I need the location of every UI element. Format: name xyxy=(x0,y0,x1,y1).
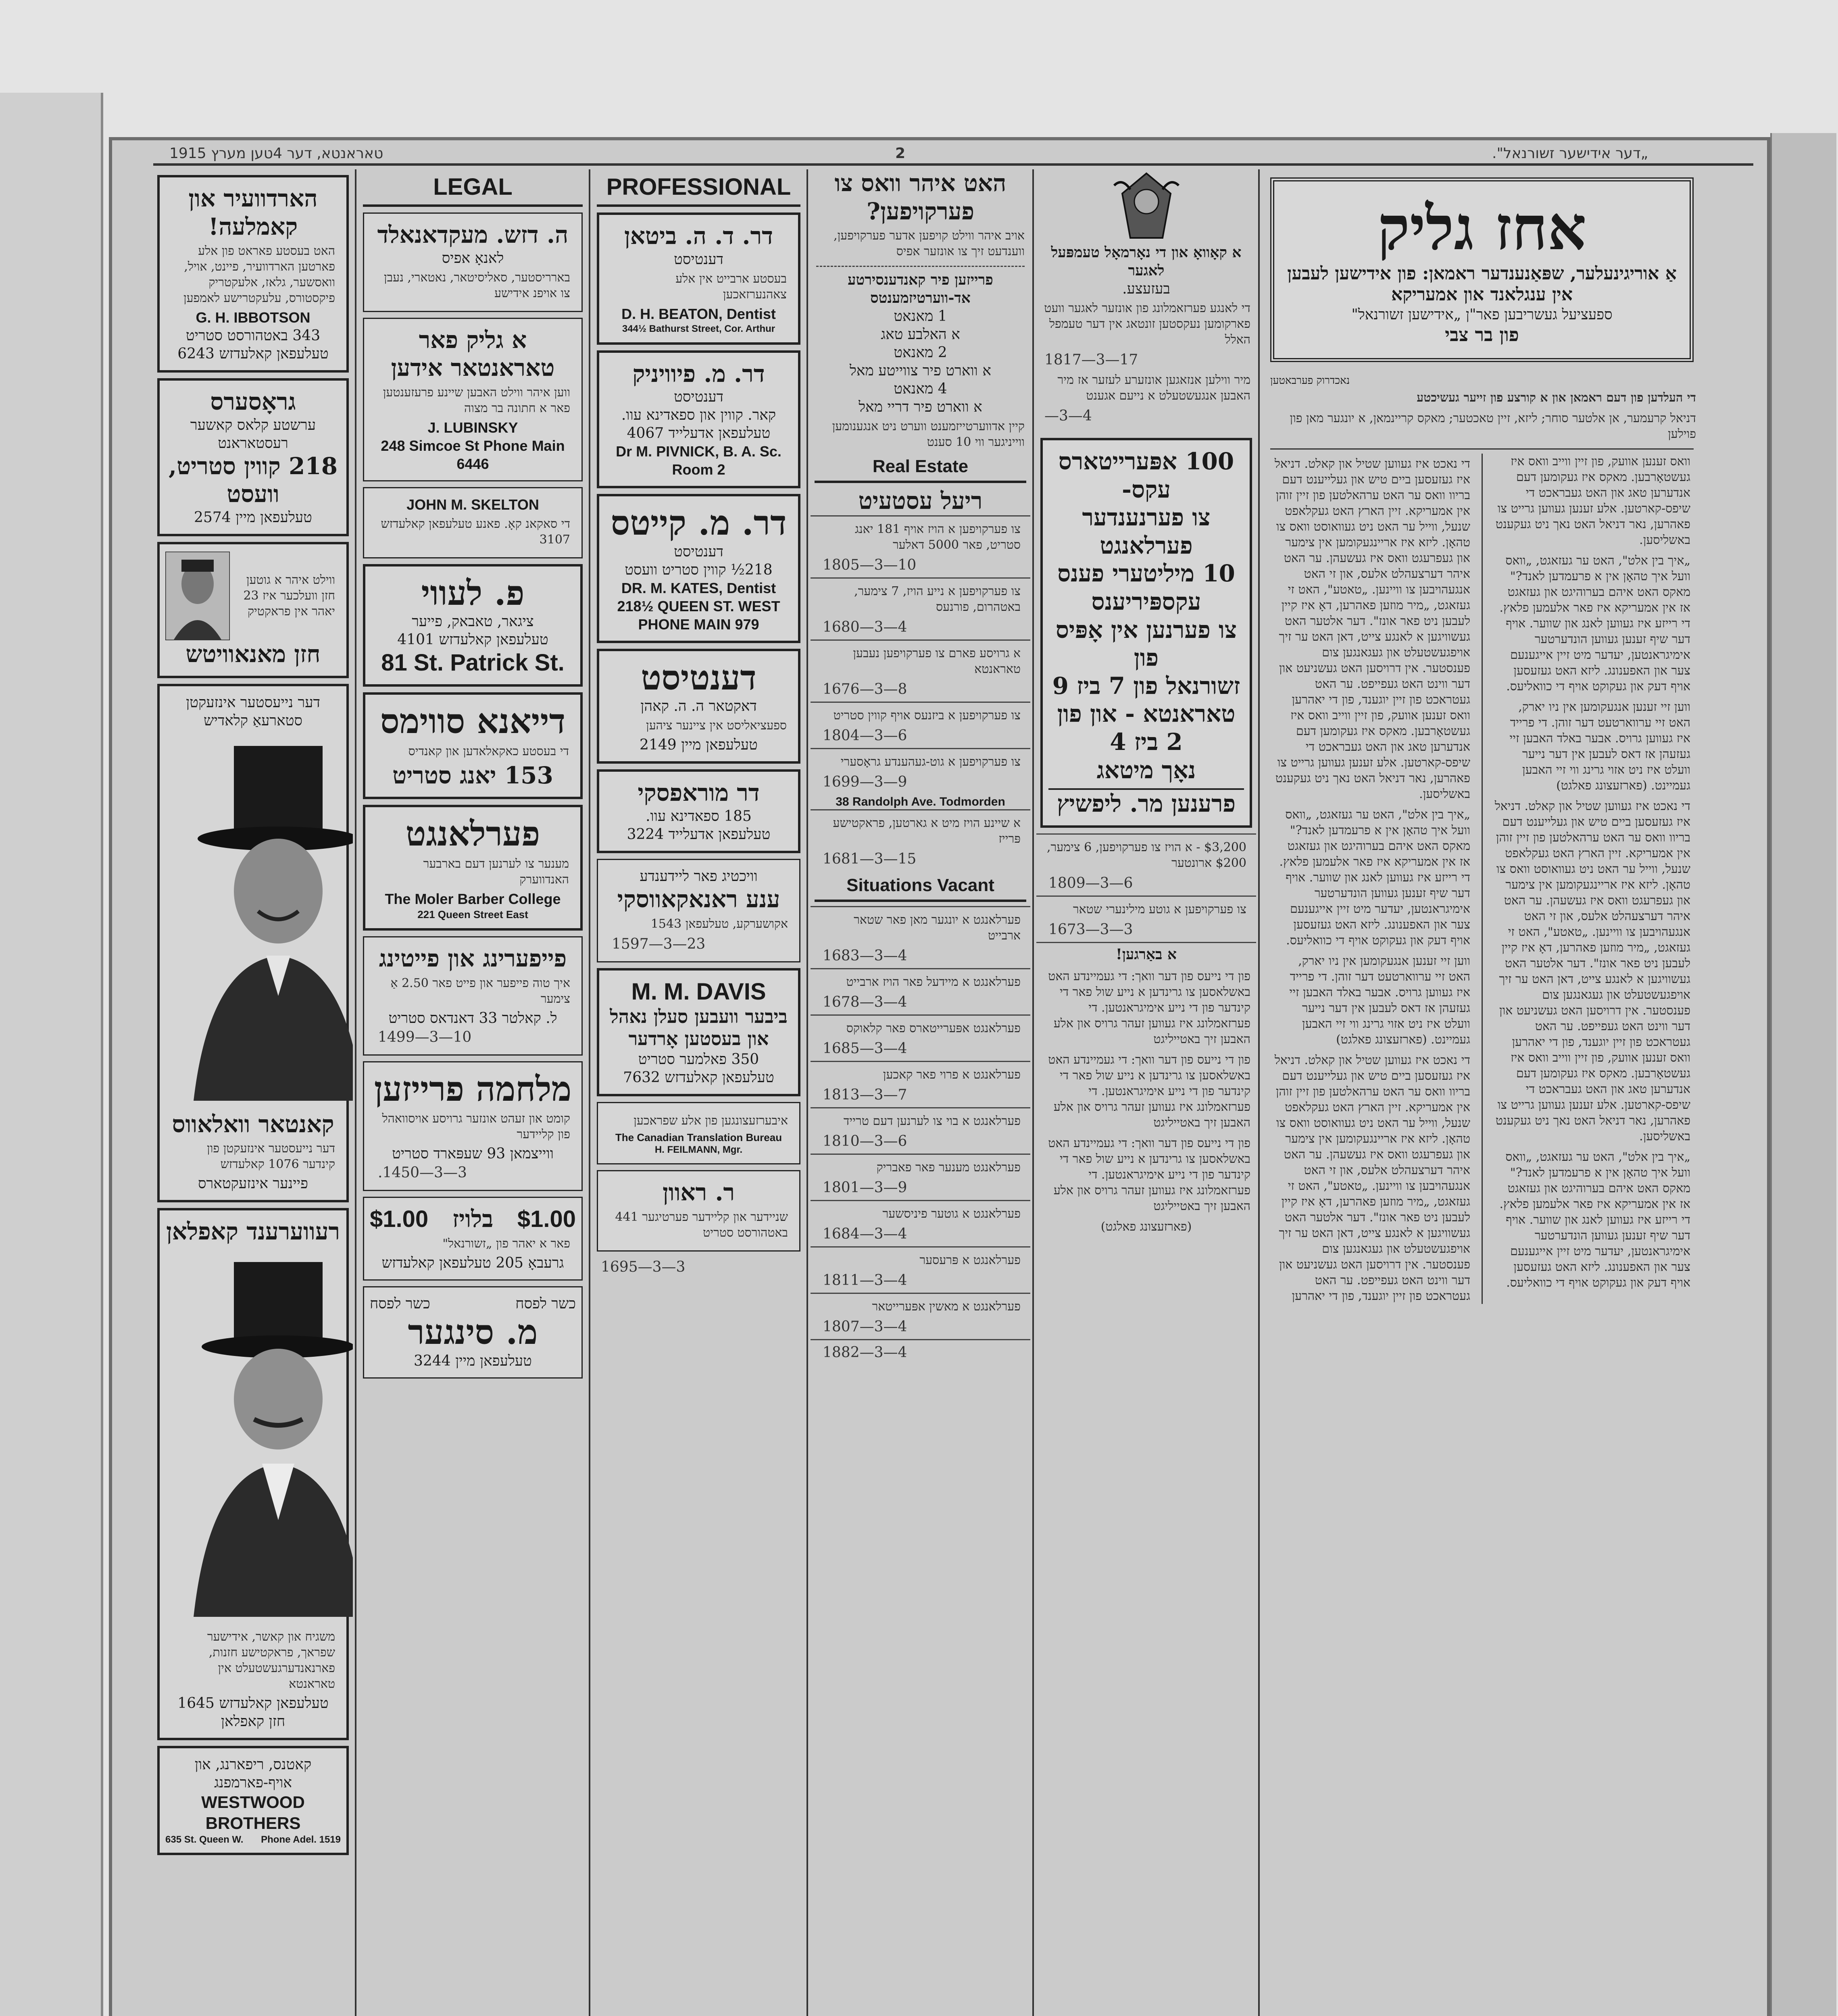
lubinsky-ad xyxy=(363,318,583,481)
lubinsky-phone: Phone Main 6446 xyxy=(456,437,565,472)
kates-sub: דענטיסט xyxy=(674,543,723,560)
war-prices-code: .1450—3—3 xyxy=(378,1164,467,1181)
serial-body-5: „איך בין אלט", האט ער געזאגט, „וואס וועל איך טהאָן אין א פרעמדען לאנד?" מאקס האט איהם בערוהיגט און געזאגט אז אין אמעריקא איז פאר אלעמען פלאץ. די רייזע איז געווען לאנג און שווער. אויף דער שיף זענען געווען הונדערטער אימיגראנטען, יעדער מיט זיין אייגענעם צער און האפענונג. ליזא האט געזעסען אויף דעק און געקוקט אויף די כוואליעס. xyxy=(1499,553,1690,694)
reverend-name: רעווערענד קאפלאן xyxy=(166,1218,340,1245)
ranakowsky-text: אקושערקע, טעלעפאן 1543 xyxy=(650,916,788,931)
westwood-name: WESTWOOD BROTHERS xyxy=(201,1792,305,1833)
dentist-phone: טעלעפאן מיין 2149 xyxy=(640,737,758,754)
skelton-text: די סאקאנ קאָ. פאנע טעלעפאן קאלעדזש 3107 xyxy=(381,516,570,547)
real-estate-en: Real Estate xyxy=(815,452,1026,483)
classified-sv4-code: 1813—3—7 xyxy=(823,1087,907,1104)
morafsky-name: דר מוראפסקי xyxy=(638,779,760,807)
classified-sv4: פערלאנגט א פרוי פאר קאכען xyxy=(883,1068,1021,1082)
barber-text: מענער צו לערנען דעם בארבער האנדווערק xyxy=(423,856,569,887)
classified-re4: צו פערקויפען א ביזנעס אויף קווין סטריט xyxy=(833,708,1021,723)
candidate-name: קאנטאר וואלאווס xyxy=(172,1110,334,1138)
dentist-title: דענטיסט xyxy=(641,657,756,698)
column-2 xyxy=(359,169,587,2016)
big-ad-line2: צו פערנענדער פערלאנגט xyxy=(1082,504,1211,559)
classified-sv3-code: 1685—3—4 xyxy=(823,1040,907,1057)
big-ad-line5: צו פערנען אין אָפּיס פון xyxy=(1055,616,1237,672)
col5-ad3-code: 1673—3—3 xyxy=(1048,921,1133,938)
operators-wanted-ad xyxy=(1040,438,1252,828)
barber-head: פערלאנגט xyxy=(405,814,540,854)
column-rule xyxy=(355,169,356,2016)
big-ad-line6: זשורנאל פון 7 ביז 9 xyxy=(1052,672,1240,700)
westwood-phone: Phone Adel. 1519 xyxy=(261,1834,341,1845)
serial-body-6: ווען זיי זענען אנגעקומען אין ניו יארק, האט זיי ערווארטעט דער זוהן. די פרייד איז געווען גרויס. אבער באלד האבען זיי געזעהן אז דאס לעבען אין דער נייער וועלט איז ניט אזוי גרינג ווי זיי האבען געמיינט. (פארזעצונג פאלגט) xyxy=(1509,700,1690,793)
war-prices-text: קומט און זעהט אונזער גרויסע אויסוואהל פון קליידער xyxy=(382,1112,570,1142)
morafsky-phone: טעלעפאן אדעלייד 3224 xyxy=(627,826,771,843)
column-1 xyxy=(153,169,353,2016)
paperhanger-ad xyxy=(363,936,583,1056)
pivnick-name: Dr M. PIVNICK, B. A. Sc. xyxy=(616,443,781,460)
singer-ad xyxy=(363,1286,583,1379)
paperhanger-code: 1499—3—10 xyxy=(378,1029,472,1045)
reverend-signature: חזן קאפלאן xyxy=(221,1713,285,1730)
morafsky-ad xyxy=(597,769,800,853)
classified-re5: צו פערקויפען א גוט-געהענדע גראָסערי xyxy=(840,754,1021,769)
rate2-a: 2 מאנאט xyxy=(894,344,947,361)
kates-note: 218½ קווין סטריט וועסט xyxy=(625,561,773,578)
cantor-text: ווילט איהר א גוטען חזן וועלכער איז 23 יאהר אין פראקטיק xyxy=(243,573,335,619)
big-ad-line3: 10 מיליטערי פענס xyxy=(1057,560,1235,587)
raun-text: שניידער און קליידער פערטיגער 441 באטהורסט סטריט xyxy=(615,1210,788,1240)
emblem-title: א קאָוואָ און די נאָרמאָל טעמפּעל לאגער xyxy=(1051,244,1242,279)
sell-text: אויב איהר ווילט קויפען אדער פערקויפען, ווענדעט זיך צו אונזער אפיס xyxy=(834,229,1025,259)
classified-re2: צו פערקויפען א נייע הויז, 7 צימער, באטהרום, פורנעס xyxy=(854,584,1021,614)
diana-ad xyxy=(363,692,583,799)
emblem-sub: בעזעצע. xyxy=(1122,281,1170,297)
levy-name: פ. לעווי xyxy=(421,573,525,613)
hardware-phone: טעלעפאן קאלעדזש 6243 xyxy=(177,346,329,362)
kates-hebrew: דר. מ. קייטס xyxy=(611,503,787,543)
price-left: $1.00 xyxy=(370,1206,429,1233)
col5-ad4: א באַרגען! xyxy=(1115,946,1177,963)
classified-re3-code: 1676—3—8 xyxy=(823,681,907,698)
ranakowsky-code: 1597—3—23 xyxy=(612,935,706,952)
translation-sub: H. FEILMANN, Mgr. xyxy=(654,1144,743,1156)
rate3-a: 4 מאנאט xyxy=(894,381,947,398)
lubinsky-address: 248 Simcoe St xyxy=(381,437,479,454)
classified-sv5-code: 1810—3—6 xyxy=(823,1133,907,1150)
pivnick-hebrew: דר. מ. פיוויניק xyxy=(632,360,765,387)
davis-phone: טעלעפאן קאלעדזש 7632 xyxy=(623,1069,774,1086)
randolph-address: 38 Randolph Ave. Todmorden xyxy=(836,795,1005,808)
price-right: $1.00 xyxy=(517,1206,576,1233)
kates-phone: PHONE MAIN 979 xyxy=(638,616,759,633)
levy-phone: טעלעפאן קאלעדזש 4101 xyxy=(397,631,548,648)
raun-title: ר. ראוון xyxy=(662,1179,735,1206)
serial-characters: דניאל קרעמער, אן אלטער סוחר; ליזא, זיין טאכטער; מאקס קריינמאן, א יונגער מאן פון פוילען xyxy=(1290,411,1696,441)
paperhanger-text: איך טוה פייפער און פייט פאר 2.50 אַ צימער xyxy=(390,976,570,1006)
paperhanger-title: פייפערינג און פייטינג xyxy=(379,945,567,973)
kates-address: 218½ QUEEN ST. WEST xyxy=(617,598,780,614)
grocery-phone: טעלעפאן מיין 2574 xyxy=(194,509,312,526)
ranakowsky-ad xyxy=(597,859,800,962)
previous-page-edge xyxy=(0,93,103,2016)
beaton-ad xyxy=(597,212,800,345)
column-5 xyxy=(1036,169,1256,2016)
classified-sv7-code: 1684—3—4 xyxy=(823,1226,907,1243)
westwood-head: קאטנס, ריפארנג, און אויף-פארמפנג xyxy=(194,1756,312,1791)
reverend-text: משגיח און קאשר, אידישער שפראך, פראקטישע חזנות, פארנאנדערגעשטעלט אין טאראנטא xyxy=(207,1629,335,1691)
top-hat-man-illustration xyxy=(165,738,353,1101)
serial-body-7: די נאכט איז געווען שטיל און קאלט. דניאל איז געזעסען ביים טיש און געלייענט דעם בריוו וואס ער האט ערהאלטען פון זיין זוהן אין אמעריקא. זיין הארץ האט געקלאפט שנעל, ווייל ער האט ניט געוואוסט וואס צו טהאָן. ליזא איז אריינגעקומען אין צימער און געפרעגט וואס איז געשעהן. ער האט איהר דערצעהלט אלעס, און זי האט אנגעהויבען צו וויינען. „טאטע", האט זי געזאגט, „מיר מוזען פאהרען, דאָ איז קיין לעבען ניט פאר אונז". דער אלטער האט געשוויגען א לאנגע צייט, דאן האט ער זיך אויפגעשטעלט און געגאנגען צום פענסטער. אין דרויסען האט געשניעט און דער ווינט האט געפייפט. ער האט געטראכט פון זיין יוגענד, פון די יאהרען וואס זענען אוועק, פון זיין ווייב וואס איז געשטאָרבען. מאקס איז געקומען דעם אנדערען טאג און האט געבראכט די שיפס-קארטען. אלע זענען געווען גרייט צו פאהרען, נאר דניאל האט נאך ניט געקענט באשליסען. xyxy=(1494,799,1690,1143)
legal-section-title: LEGAL xyxy=(363,169,583,207)
westwood-address: 635 St. Queen W. xyxy=(165,1834,244,1845)
classified-sv6: פערלאנגט מענער פאר פאבריק xyxy=(876,1160,1021,1175)
barber-name: The Moler Barber College xyxy=(385,890,561,907)
rates-title: פרייזען פיר קאנדענסירטע אד-ווערטיזמענטס xyxy=(848,271,993,307)
raun-ad xyxy=(597,1170,800,1252)
reverend-ad xyxy=(157,1208,349,1740)
serial-body-4: די נאכט איז געווען שטיל און קאלט. דניאל איז געזעסען ביים טיש און געלייענט דעם בריוו וואס ער האט ערהאלטען פון זיין זוהן אין אמעריקא. זיין הארץ האט געקלאפט שנעל, ווייל ער האט ניט געוואוסט וואס צו טהאָן. ליזא איז אריינגעקומען אין צימער און געפרעגט וואס איז געשעהן. ער האט איהר דערצעהלט אלעס, און זי האט אנגעהויבען צו וויינען. „טאטע", האט זי געזאגט, „מיר מוזען פאהרען, דאָ איז קיין לעבען ניט פאר אונז". דער אלטער האט געשוויגען א לאנגע צייט, דאן האט ער זיך אויפגעשטעלט און געגאנגען צום פענסטער. אין דרויסען האט געשניעט און דער ווינט האט געפייפט. ער האט געטראכט פון זיין יוגענד, פון די יאהרען וואס זענען אוועק, פון זיין ווייב וואס איז געשטאָרבען. מאקס איז געקומען דעם אנדערען טאג און האט געבראכט די שיפס-קארטען. אלע זענען געווען גרייט צו פאהרען, נאר דניאל האט נאך ניט געקענט באשליסען. xyxy=(1274,454,1690,1303)
pivnick-phone: טעלעפאן אדעלייד 4067 xyxy=(627,425,771,442)
kosher-right: כשר לפסח xyxy=(370,1295,430,1312)
cantor-ad xyxy=(157,542,349,678)
professional-section-title: PROFESSIONAL xyxy=(597,169,800,207)
col5-footer: (פארזעצונג פאלגט) xyxy=(1100,1219,1192,1234)
lodge-notice-code: 1817—3—17 xyxy=(1044,352,1138,368)
pivnick-room: Room 2 xyxy=(672,461,725,478)
beaton-name: D. H. BEATON, Dentist xyxy=(621,305,776,322)
classified-sv6-code: 1801—3—9 xyxy=(823,1179,907,1196)
real-estate-he: ריעל עסטעיט xyxy=(858,487,983,515)
lodge-emblem-icon xyxy=(1106,169,1187,242)
barber-ad xyxy=(363,805,583,931)
kates-ad xyxy=(597,494,800,643)
lubinsky-text: ווען איהר ווילט האבען שיינע פרעזענטען פאר א חתונה בר מצוה xyxy=(383,385,570,415)
big-ad-line4: עקספּיריענס xyxy=(1091,587,1201,615)
morafsky-address: 185 ספאדינא עוו. xyxy=(646,808,752,825)
notice2-text: מיר ווילען אנזאגען אונזערע לעזער אז מיר האבען אנגעשטעלט א נייעם אגענט xyxy=(1057,373,1250,403)
pivnick-address: קאר. קווין און ספאדינא עוו. xyxy=(621,407,776,424)
running-header-left: טאראנטא, דער 4טען מערץ 1915 xyxy=(169,145,383,162)
rate2-b: א ווארט פיר צווייטע מאל xyxy=(850,362,991,379)
rates-note: קיין אדווערטייזמענט ווערט ניט אנגענומען ווייניגער ווי 10 סענט xyxy=(832,419,1025,450)
davis-address: 350 פאלמער סטריט xyxy=(638,1051,759,1068)
mcdonald-ad xyxy=(363,212,583,312)
col5-ad2: $3,200 - א הויז צו פערקויפען, 6 צימער, $200 ארונטער xyxy=(1046,840,1246,870)
classified-re6-code: 1681—3—15 xyxy=(823,851,917,868)
column-6 xyxy=(1262,169,1702,2016)
diana-address: 153 יאנג סטריט xyxy=(392,761,553,789)
classified-sv9: פערלאנגט א מאשין אפּערייטאר xyxy=(872,1300,1021,1314)
dentist-text: ספעציאליסט אין ציינער ציהען xyxy=(646,719,787,733)
big-ad-line7: טאראנטא - און פון 2 ביז 4 xyxy=(1057,700,1236,756)
serial-author: פון בר צבי xyxy=(1445,324,1519,346)
hardware-title: הארדוועיר און קאמלעה! xyxy=(188,185,318,240)
subscription-ad xyxy=(363,1197,583,1281)
candidate-phone: פיינער אינזעקטארס xyxy=(198,1175,308,1192)
translation-text: איבערזעצונגען פון אלע שפראכען xyxy=(634,1113,788,1128)
grocery-sub: ערשטע קלאס קאשער רעסטאראנט xyxy=(190,417,316,452)
big-ad-line1: 100 אפּערייטארס עקס- xyxy=(1058,448,1234,503)
folio-rule xyxy=(153,163,1753,166)
candidate-sub: סטארעאַ קלאדיש xyxy=(204,712,302,729)
running-header-right: „דער אידישער זשורנאל". xyxy=(1492,145,1648,162)
cohen-dentist-ad xyxy=(597,649,800,764)
serial-body-8: „איך בין אלט", האט ער געזאגט, „וואס וועל איך טהאָן אין א פרעמדען לאנד?" מאקס האט איהם בערוהיגט און געזאגט אז אין אמעריקא איז פאר אלעמען פלאץ. די רייזע איז געווען לאנג און שווער. אויף דער שיף זענען געווען הונדערטער אימיגראנטען, יעדער מיט זיין אייגענעם צער און האפענונג. ליזא האט געזעסען אויף דעק און געקוקט אויף די כוואליעס. xyxy=(1499,1150,1690,1290)
lodge-notice-text: די לאנגע פערזאמלונג פון אונזער לאגער וועט פארקומען נעקסטען זונטאג אין דער טעמפל האלל xyxy=(1044,301,1250,347)
cantor-portrait-image xyxy=(165,552,230,640)
classified-sv2: פערלאנגט א מיידעל פאר הויז ארבייט xyxy=(846,975,1021,989)
pivnick-ad xyxy=(597,350,800,489)
serial-masthead xyxy=(1270,177,1694,362)
translation-name: The Canadian Translation Bureau xyxy=(615,1131,782,1143)
col5-body-repeat-2: פון די נייעס פון דער וואך: די געמיינדע האט באשלאסען צו גרינדען א נייע שול פאר די קינדער פון די נייע אימיגראנטען. די פערזאמלונג איז געווען זעהר גרויס און אלע האבען זיך באטייליגט xyxy=(1048,1136,1250,1213)
cantor-name: חזן מאנאוויטש xyxy=(185,640,321,668)
next-page-edge xyxy=(1770,133,1836,2016)
beaton-hebrew: דר. ד. ה. ביטאן xyxy=(624,222,773,250)
pivnick-sub: דענטיסט xyxy=(674,389,723,406)
classified-re2-code: 1680—3—4 xyxy=(823,619,907,635)
page-number: 2 xyxy=(895,145,906,162)
beaton-text: בעסטע ארבייט אין אלע צאהנערזאכען xyxy=(675,271,787,302)
kosher-left: כשר לפסח xyxy=(515,1295,576,1312)
davis-text: ביבער וועבען סעלן נאהל און בעסטען אָרדער xyxy=(610,1006,788,1050)
singer-phone: טעלעפאן מיין 3244 xyxy=(414,1352,532,1369)
war-prices-address: ווייצמאן 93 שעפּארד סטריט xyxy=(392,1145,554,1162)
classified-re6: א שיינע הויז מיט א גארטען, פראקטישע פּרייז xyxy=(833,816,1021,846)
lubinsky-name: J. LUBINSKY xyxy=(427,419,518,436)
ranakowsky-name: ענע ראנאקאווסקי xyxy=(617,885,780,913)
classified-sv5: פערלאנגט א בוי צו לערנען דעם טרייד xyxy=(843,1114,1021,1129)
grocery-ad xyxy=(157,378,349,536)
classified-re1: צו פערקויפען א הויז אויף 181 יאנג סטריט, פאר 5000 דאלער xyxy=(854,522,1021,552)
diana-name: דייאנא סווימס xyxy=(380,701,566,741)
serial-special: ספעציעל געשריבען פאר"ן „אידישען זשורנאל" xyxy=(1351,306,1613,323)
mcdonald-sub: לאנאָ אפיס xyxy=(442,250,504,267)
singer-name: מ. סינגער xyxy=(408,1312,538,1352)
column-4 xyxy=(811,169,1030,2016)
war-prices-ad xyxy=(363,1061,583,1191)
column-3 xyxy=(593,169,804,2016)
classified-re3: א גרויסע פארם צו פערקויפען נעבען טאראנטא xyxy=(853,646,1021,676)
col5-body: פון די נייעס פון דער וואך: די געמיינדע האט באשלאסען צו גרינדען א נייע שול פאר די קינדער פון די נייע אימיגראנטען. די פערזאמלונג איז געווען זעהר גרויס און אלע האבען זיך באטייליגט xyxy=(1048,969,1250,1046)
hardware-address: 343 באטהורסט סטריט xyxy=(185,327,321,344)
ranakowsky-head: וויכטיג פאר ליידענדע xyxy=(640,868,758,885)
hardware-ad xyxy=(157,175,349,373)
davis-ad xyxy=(597,968,800,1096)
levy-text: ציגאר, טאבאק, פייער xyxy=(412,613,534,630)
skelton-ad xyxy=(363,487,583,558)
translation-ad xyxy=(597,1102,800,1165)
lubinsky-headline: א גליק פאר טאראנטאר אידען xyxy=(391,326,555,382)
serial-rights: נאכדרוק פערבאטען xyxy=(1270,375,1350,387)
skelton-name: JOHN M. SKELTON xyxy=(406,496,539,513)
misc-code: 1695—3—3 xyxy=(601,1258,686,1275)
war-prices-title: מלחמה פרייזען xyxy=(374,1068,572,1109)
column-rule xyxy=(806,169,808,2016)
classified-sv3: פערלאנגט אפּערייטארס פאר קלאוקס xyxy=(846,1021,1021,1036)
serial-title: אחז גליק xyxy=(1377,193,1587,264)
column-rule xyxy=(1258,169,1260,2016)
rate1-b: א האלבע טאג xyxy=(881,326,960,343)
classified-sv10-code: 1882—3—4 xyxy=(823,1344,907,1361)
classified-re4-code: 1804—3—6 xyxy=(823,727,907,744)
col5-body-repeat: פון די נייעס פון דער וואך: די געמיינדע האט באשלאסען צו גרינדען א נייע שול פאר די קינדער פון די נייע אימיגראנטען. די פערזאמלונג איז געווען זעהר גרויס און אלע האבען זיך באטייליגט xyxy=(1048,1052,1250,1130)
serial-body-3: ווען זיי זענען אנגעקומען אין ניו יארק, האט זיי ערווארטעט דער זוהן. די פרייד איז געווען גרויס. אבער באלד האבען זיי געזעהן אז דאס לעבען אין דער נייער וועלט איז ניט אזוי גרינג ווי זיי האבען געמיינט. (פארזעצונג פאלגט) xyxy=(1289,954,1470,1047)
classified-sv8-code: 1811—3—4 xyxy=(823,1272,907,1289)
paperhanger-address: ל. קאלטר 33 דאנדאס סטריט xyxy=(388,1010,557,1027)
beaton-address: 344½ Bathurst Street, Cor. Arthur xyxy=(622,323,775,334)
levy-address: 81 St. Patrick St. xyxy=(381,650,565,676)
mcdonald-name: ה. דזש. מעקדאנאלד xyxy=(377,221,569,248)
classified-sv7: פערלאנגט א גוטער פיניסשער xyxy=(882,1207,1021,1221)
classified-sv8: פערלאנגט א פּרעסער xyxy=(919,1253,1021,1268)
beaton-sub: דענטיסט xyxy=(674,251,723,268)
hardware-body: האט בעסטע פאראט פון אלע פארטען הארדוועיר, פיינט, אויל, וואסשער, גלאז, אלעקטריק פיקסטורס, עלעקטרישע לאמפען xyxy=(183,244,335,306)
classified-sv2-code: 1678—3—4 xyxy=(823,994,907,1011)
levy-ad xyxy=(363,564,583,687)
candidate-title: דער נייעסטער אינזעקטן xyxy=(186,694,320,711)
grocery-address: 218 קווין סטריט, וועסט xyxy=(168,452,338,508)
reverend-phone: טעלעפאן קאלעדזש 1645 xyxy=(177,1695,329,1712)
situations-vacant-title: Situations Vacant xyxy=(815,871,1026,902)
kates-name: DR. M. KATES, Dentist xyxy=(621,579,776,596)
rate3-b: א ווארט פיר דריי מאל xyxy=(859,399,982,416)
hardware-name: G. H. IBBOTSON xyxy=(196,309,311,326)
barber-address: 221 Queen Street East xyxy=(417,908,528,921)
col5-ad2-code: 1809—3—6 xyxy=(1048,875,1133,891)
reverend-portrait-illustration xyxy=(165,1254,353,1617)
diana-text: די בעסטע כאקאלאדען און קאנדיס xyxy=(408,744,569,758)
price-mid: בלויז xyxy=(452,1205,494,1233)
grocery-title: גראָסערס xyxy=(210,388,296,416)
candidate-text: דער נייעסטער אינזעקטן פון קינדער 1076 קאלעדזש xyxy=(207,1141,335,1172)
subscription-address: גרעבאָ 205 טעלעפאן קאלעדזש xyxy=(381,1255,564,1272)
column-rule xyxy=(1032,169,1034,2016)
col5-ad3: צו פערקויפען א גוטע מילינערי שטאר xyxy=(1073,902,1246,916)
serial-body-2: „איך בין אלט", האט ער געזאגט, „וואס וועל איך טהאָן אין א פרעמדען לאנד?" מאקס האט איהם בערוהיגט און געזאגט אז אין אמעריקא איז פאר אלעמען פלאץ. די רייזע איז געווען לאנג און שווער. אויף דער שיף זענען געווען הונדערטער אימיגראנטען, יעדער מיט זיין אייגענעם צער און האפענונג. ליזא האט געזעסען אויף דעק און געקוקט אויף די כוואליעס. xyxy=(1279,807,1470,948)
big-ad-sign: פרענען מר. ליפשיץ xyxy=(1048,788,1244,818)
subscription-text: פאר א יאהר פון „זשורנאל" xyxy=(442,1237,570,1251)
westwood-ad xyxy=(157,1746,349,1855)
sell-headline: האט איהר וואס צו פערקויפען? xyxy=(834,169,1007,225)
classified-sv1: פערלאנגט א יונגער מאן פאר שטאר ארבייט xyxy=(854,913,1021,943)
serial-subtitle: אַ אוריגינעלער, שפּאַנענדער ראמאן: פון אידישען לעבען אין ענגלאנד און אמעריקא xyxy=(1287,263,1677,305)
classified-re1-code: 1805—3—10 xyxy=(823,556,917,573)
dentist-name: דאקטאר ה. ה. קאהן xyxy=(640,698,757,715)
davis-name: M. M. DAVIS xyxy=(631,978,766,1005)
notice3-code: —3—4 xyxy=(1044,408,1092,424)
rate1-a: 1 מאנאט xyxy=(894,308,947,325)
column-rule xyxy=(589,169,590,2016)
mcdonald-text: בארריסטער, סאליסיטאר, נאטארי, נעבן צו אויפנ אידישע xyxy=(384,270,570,300)
big-ad-line8: נאָך מיטאג xyxy=(1096,756,1196,784)
classified-sv1-code: 1683—3—4 xyxy=(823,948,907,964)
serial-body: די נאכט איז געווען שטיל און קאלט. דניאל איז געזעסען ביים טיש און געלייענט דעם בריוו וואס ער האט ערהאלטען פון זיין זוהן אין אמעריקא. זיין הארץ האט געקלאפט שנעל, ווייל ער האט ניט געוואוסט וואס צו טהאָן. ליזא איז אריינגעקומען אין צימער און געפרעגט וואס איז געשעהן. ער האט איהר דערצעהלט אלעס, און זי האט אנגעהויבען צו וויינען. „טאטע", האט זי געזאגט, „מיר מוזען פאהרען, דאָ איז קיין לעבען ניט פאר אונז". דער אלטער האט געשוויגען א לאנגע צייט, דאן האט ער זיך אויפגעשטעלט און געגאנגען צום פענסטער. אין דרויסען האט געשניעט און דער ווינט האט געפייפט. ער האט געטראכט פון זיין יוגענד, פון די יאהרען וואס זענען אוועק, פון זיין ווייב וואס איז געשטאָרבען. מאקס איז געקומען דעם אנדערען טאג און האט געבראכט די שיפס-קארטען. אלע זענען געווען גרייט צו פאהרען, נאר דניאל האט נאך ניט געקענט באשליסען. xyxy=(1274,456,1470,801)
classified-sv9-code: 1807—3—4 xyxy=(823,1318,907,1335)
classified-re5-code: 1699—3—9 xyxy=(823,773,907,790)
candidate-ad xyxy=(157,684,349,1203)
serial-intro: די העלדען פון דעם ראמאן און א קורצע פון זייער געשיכטע xyxy=(1417,390,1696,405)
